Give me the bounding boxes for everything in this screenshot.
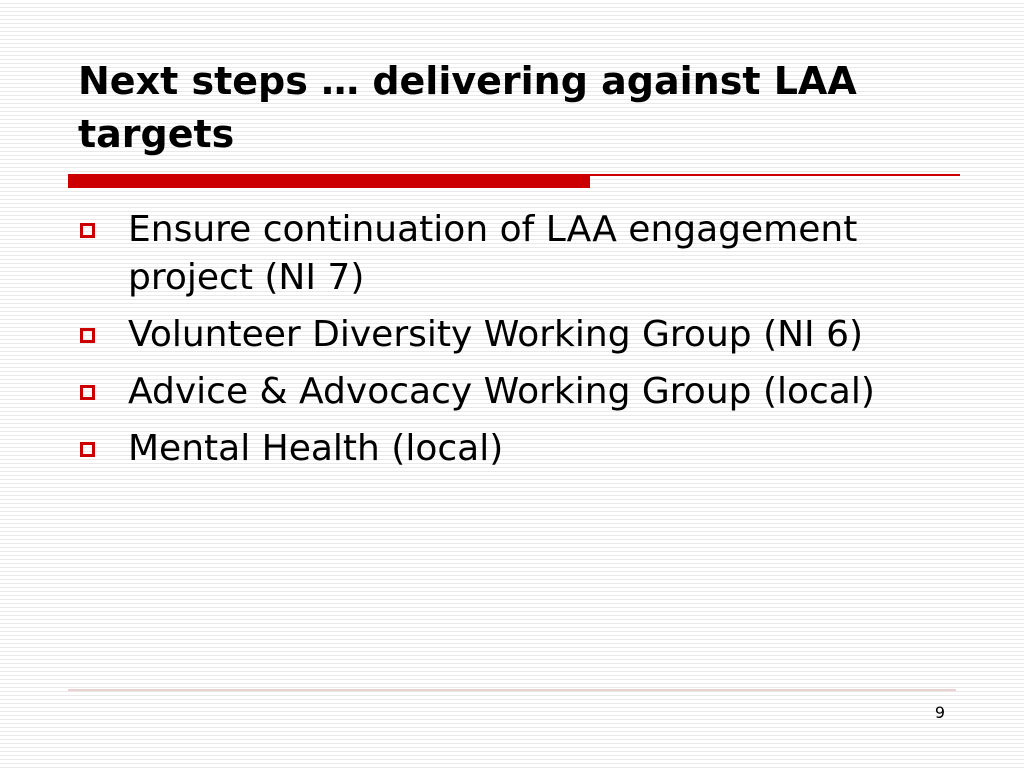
- page-number: 9: [934, 703, 945, 722]
- title-underline-thin: [590, 174, 960, 176]
- bullet-item: [78, 206, 958, 302]
- bullet-text: Volunteer Diversity Working Group (NI 6): [128, 314, 864, 355]
- bullet-text: Mental Health (local): [128, 428, 504, 469]
- hollow-square-bullet-icon: [80, 442, 95, 457]
- bullet-item: [78, 311, 958, 359]
- title-underline-thick: [68, 174, 590, 188]
- slide-title: Next steps … delivering against LAA targets: [78, 59, 857, 156]
- hollow-square-bullet-icon: [80, 385, 95, 400]
- footer-divider: [68, 689, 956, 691]
- title-underline: [68, 174, 960, 188]
- bullet-text: Ensure continuation of LAA engagement project (NI 7): [128, 209, 858, 298]
- bullet-text: Advice & Advocacy Working Group (local): [128, 371, 875, 412]
- bullet-item: [78, 368, 958, 416]
- hollow-square-bullet-icon: [80, 223, 95, 238]
- bullet-item: [78, 425, 958, 473]
- hollow-square-bullet-icon: [80, 328, 95, 343]
- bullet-list: [78, 206, 958, 482]
